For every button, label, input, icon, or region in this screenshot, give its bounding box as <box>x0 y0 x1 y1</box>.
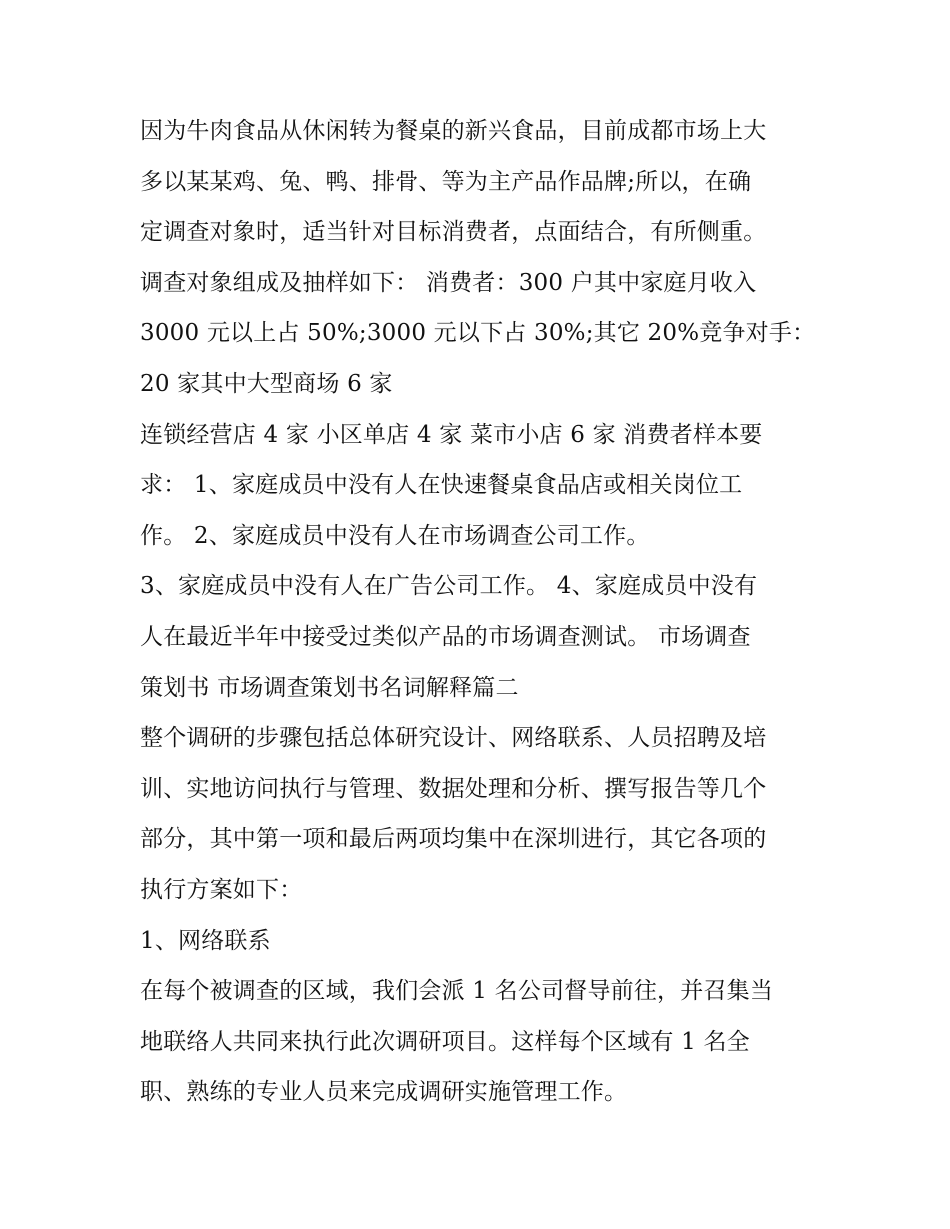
text-line: 策划书 市场调查策划书名词解释篇二 <box>140 674 519 701</box>
text-line: 在每个被调查的区域，我们会派 1 名公司督导前往，并召集当 <box>140 978 774 1005</box>
text-line: 作。 2、家庭成员中没有人在市场调查公司工作。 <box>140 522 650 549</box>
text-line: 部分，其中第一项和最后两项均集中在深圳进行，其它各项的 <box>140 826 767 853</box>
text-line: 地联络人共同来执行此次调研项目。这样每个区域有 1 名全 <box>140 1028 750 1055</box>
text-line: 20 家其中大型商场 6 家 <box>140 370 393 397</box>
text-line: 连锁经营店 4 家 小区单店 4 家 菜市小店 6 家 消费者样本要 <box>140 421 763 448</box>
document-body <box>140 106 830 1118</box>
text-line: 3000 元以上占 50%;3000 元以下占 30%;其它 20%竞争对手： <box>140 320 816 347</box>
text-line: 求： 1、家庭成员中没有人在快速餐桌食品店或相关岗位工 <box>140 472 743 499</box>
text-line: 人在最近半年中接受过类似产品的市场调查测试。 市场调查 <box>140 623 751 650</box>
text-line: 定调查对象时，适当针对目标消费者，点面结合，有所侧重。 <box>140 219 767 246</box>
text-line: 因为牛肉食品从休闲转为餐桌的新兴食品，目前成都市场上大 <box>140 118 767 144</box>
text-line: 执行方案如下： <box>140 876 303 903</box>
text-line: 3、家庭成员中没有人在广告公司工作。 4、家庭成员中没有 <box>140 573 758 600</box>
text-line: 训、实地访问执行与管理、数据处理和分析、撰写报告等几个 <box>140 775 767 802</box>
text-line: 1、网络联系 <box>140 927 271 954</box>
text-line: 职、熟练的专业人员来完成调研实施管理工作。 <box>140 1079 628 1106</box>
text-line: 多以某某鸡、兔、鸭、排骨、等为主产品作品牌;所以，在确 <box>140 168 752 195</box>
text-line: 调查对象组成及抽样如下： 消费者：300 户其中家庭月收入 <box>140 269 757 296</box>
text-line: 整个调研的步骤包括总体研究设计、网络联系、人员招聘及培 <box>140 725 767 752</box>
